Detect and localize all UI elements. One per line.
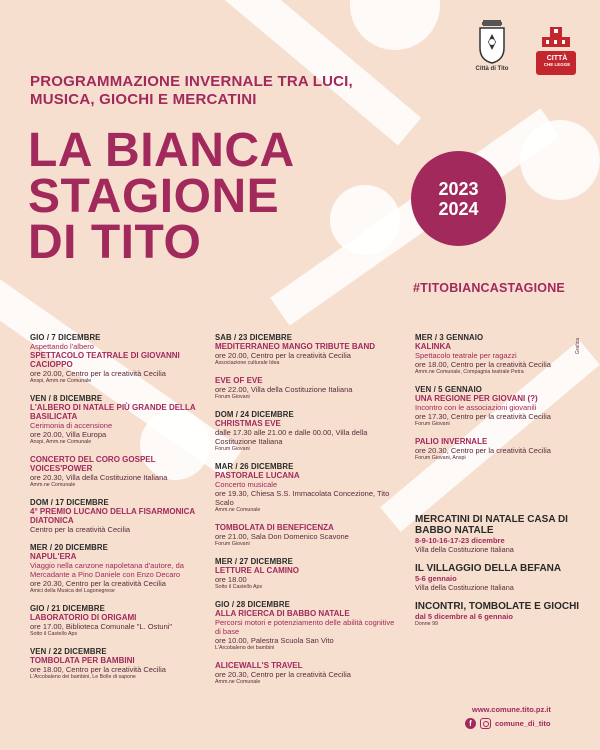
event-item — [415, 385, 585, 428]
subtitle — [30, 73, 360, 109]
social-links — [465, 718, 550, 729]
event-location: ore 19.30, Chiesa S.S. Immacolata Concezione, Tito Scalo — [215, 489, 390, 507]
page-title — [28, 124, 358, 269]
market-title: INCONTRI, TOMBOLATE E GIOCHI — [415, 601, 580, 612]
event-organizer: Anspi, Amm.ne Comunale — [30, 439, 92, 445]
citta-logo-line-2: CHE LEGGE — [543, 62, 571, 67]
event-location: ore 20.30, Centro per la creatività Cecilia — [30, 579, 166, 588]
event-title: MEDITERRANEO MANGO TRIBUTE BAND — [215, 342, 375, 351]
market-organizer: Donne 99 — [415, 621, 438, 627]
market-location: Villa della Costituzione Italiana — [415, 545, 514, 554]
event-item — [30, 647, 210, 681]
subtitle-line-2: MUSICA, GIOCHI E MERCATINI — [30, 91, 257, 108]
city-crest — [470, 20, 514, 80]
bg-circle-top — [350, 0, 440, 50]
event-title: PASTORALE LUCANA — [215, 471, 300, 480]
event-title: LETTURE AL CAMINO — [215, 566, 299, 575]
event-title: LABORATORIO DI ORIGAMI — [30, 613, 137, 622]
event-title: TOMBOLATA PER BAMBINI — [30, 656, 135, 665]
event-location: ore 20.00, Villa Europa — [30, 430, 107, 439]
event-description: Incontro con le associazioni giovanili — [415, 403, 537, 412]
event-organizer: L'Arcobaleno dei bambini, Le Bolle di sapone — [30, 674, 136, 680]
event-item — [215, 600, 395, 652]
title-line-2: STAGIONE — [28, 170, 280, 223]
crest-icon — [477, 20, 507, 64]
event-location: ore 17.30, Centro per la creatività Cecilia — [415, 412, 551, 421]
title-line-3: DI TITO — [28, 216, 202, 269]
instagram-icon[interactable] — [480, 718, 491, 729]
event-organizer: Amm.ne Comunale — [215, 679, 261, 685]
event-date: MER / 3 GENNAIO — [415, 333, 484, 342]
event-date: GIO / 28 DICEMBRE — [215, 600, 290, 609]
event-item — [215, 661, 395, 686]
event-organizer: Forum Giovani, Anspi — [415, 455, 466, 461]
event-organizer: Forum Giovani — [415, 421, 450, 427]
market-title: IL VILLAGGIO DELLA BEFANA — [415, 563, 562, 574]
event-item — [30, 333, 210, 385]
market-item — [415, 601, 585, 628]
event-organizer: Forum Giovani — [215, 541, 250, 547]
event-item — [215, 376, 395, 401]
event-location: ore 20.00, Centro per la creatività Cecilia — [215, 351, 351, 360]
event-item — [30, 498, 210, 534]
event-title: 4° PREMIO LUCANO DELLA FISARMONICA DIATONICA — [30, 507, 195, 525]
event-title: CHRISTMAS EVE — [215, 419, 281, 428]
event-location: ore 17.00, Biblioteca Comunale "L. Ostuni" — [30, 622, 173, 631]
event-title: ALICEWALL'S TRAVEL — [215, 661, 303, 670]
event-date: GIO / 21 DICEMBRE — [30, 604, 105, 613]
event-date: GIO / 7 DICEMBRE — [30, 333, 101, 342]
year-start: 2023 — [438, 178, 479, 199]
event-location: dalle 17.30 alle 21.00 e dalle 00.00, Villa della Costituzione Italiana — [215, 428, 368, 446]
event-title: CONCERTO DEL CORO GOSPEL VOICES'POWER — [30, 455, 156, 473]
year-end: 2024 — [438, 198, 479, 219]
event-date: MAR / 26 DICEMBRE — [215, 462, 294, 471]
event-organizer: Sotto il Castello Aps — [30, 631, 78, 637]
subtitle-line-1: PROGRAMMAZIONE INVERNALE TRA LUCI, — [30, 73, 353, 90]
event-location: ore 10.00, Palestra Scuola San Vito — [215, 636, 334, 645]
event-item — [30, 543, 210, 595]
hashtag: #TITOBIANCASTAGIONE — [413, 281, 565, 295]
event-location: Centro per la creatività Cecilia — [30, 525, 131, 534]
market-item — [415, 514, 585, 554]
bg-circle-right — [520, 120, 600, 200]
event-title: PALIO INVERNALE — [415, 437, 488, 446]
book-city-icon — [536, 27, 576, 77]
event-date: DOM / 17 DICEMBRE — [30, 498, 109, 507]
event-organizer: L'Arcobaleno dei bambini — [215, 645, 275, 651]
event-location: ore 21.00, Sala Don Domenico Scavone — [215, 532, 349, 541]
events-column-1 — [30, 333, 210, 690]
event-date: MER / 20 DICEMBRE — [30, 543, 108, 552]
event-date: SAB / 23 DICEMBRE — [215, 333, 293, 342]
event-title: UNA REGIONE PER GIOVANI (?) — [415, 394, 538, 403]
event-item — [30, 604, 210, 638]
website-link[interactable]: www.comune.tito.pz.it — [472, 705, 551, 714]
event-title: NAPUL'ERA — [30, 552, 77, 561]
event-location: ore 20.00, Centro per la creatività Cecilia — [30, 369, 166, 378]
event-item — [30, 455, 210, 489]
event-title: TOMBOLATA DI BENEFICENZA — [215, 523, 334, 532]
event-date: VEN / 5 GENNAIO — [415, 385, 482, 394]
market-location: Villa della Costituzione Italiana — [415, 583, 514, 592]
event-description: Aspettando l'albero — [30, 342, 94, 351]
event-location: ore 18.00, Centro per la creatività Cecilia — [30, 665, 166, 674]
event-item — [215, 557, 395, 591]
title-line-1: LA BIANCA — [28, 124, 295, 177]
design-credit: Grafica — [575, 338, 581, 355]
citta-che-legge-logo — [536, 27, 576, 77]
event-description: Concerto musicale — [215, 480, 278, 489]
markets-section — [415, 514, 585, 637]
event-title: ALLA RICERCA DI BABBO NATALE — [215, 609, 350, 618]
events-column-3 — [415, 333, 585, 471]
event-organizer: Sotto il Castello Aps — [215, 584, 263, 590]
events-column-2 — [215, 333, 395, 695]
event-organizer: Amici della Musica del Lagonegrese — [30, 588, 115, 594]
event-date: VEN / 22 DICEMBRE — [30, 647, 107, 656]
facebook-icon[interactable]: f — [465, 718, 476, 729]
event-organizer: Amm.ne Comunale — [30, 482, 76, 488]
event-organizer: Forum Giovani — [215, 446, 250, 452]
market-item — [415, 563, 585, 592]
event-title: EVE OF EVE — [215, 376, 263, 385]
event-description: Percorsi motori e potenziamento delle abilità cognitive di base — [215, 618, 395, 636]
citta-logo-line-1: CITTÀ — [546, 55, 568, 62]
market-title: MERCATINI DI NATALE CASA DI BABBO NATALE — [415, 514, 568, 536]
event-organizer: Amm.ne Comunale, Compagnia teatrale Petra — [415, 369, 524, 375]
social-handle[interactable]: comune_di_tito — [495, 719, 551, 728]
event-location: ore 18.00, Centro per la creatività Cecilia — [415, 360, 551, 369]
event-title: SPETTACOLO TEATRALE DI GIOVANNI CACIOPPO — [30, 351, 180, 369]
event-description: Spettacolo teatrale per ragazzi — [415, 351, 517, 360]
market-date: 5-6 gennaio — [415, 574, 457, 583]
year-badge — [411, 151, 506, 246]
market-date: 8-9-10-16-17-23 dicembre — [415, 536, 505, 545]
event-date: MER / 27 DICEMBRE — [215, 557, 293, 566]
event-description: Viaggio nella canzone napoletana d'autore, da Mercadante a Pino Daniele con Enzo Decaro — [30, 561, 184, 579]
event-item — [215, 462, 395, 514]
event-organizer: Amm.ne Comunale — [215, 507, 261, 513]
event-date: VEN / 8 DICEMBRE — [30, 394, 103, 403]
event-item — [30, 394, 210, 446]
event-location: ore 20.30, Centro per la creatività Cecilia — [215, 670, 351, 679]
event-item — [215, 333, 395, 367]
market-date: dal 5 dicembre al 6 gennaio — [415, 612, 513, 621]
event-date: DOM / 24 DICEMBRE — [215, 410, 294, 419]
event-organizer: Forum Giovani — [215, 394, 250, 400]
event-title: L'ALBERO DI NATALE PIÙ GRANDE DELLA BASILICATA — [30, 403, 196, 421]
crest-caption: Città di Tito — [475, 66, 509, 72]
event-location: ore 18.00 — [215, 575, 247, 584]
event-item — [415, 437, 585, 462]
event-location: ore 20.30, Villa della Costituzione Italiana — [30, 473, 168, 482]
event-organizer: Anspi, Amm.ne Comunale — [30, 378, 92, 384]
event-location: ore 20.30, Centro per la creatività Cecilia — [415, 446, 551, 455]
event-description: Cerimonia di accensione — [30, 421, 113, 430]
event-item — [415, 333, 585, 376]
event-item — [215, 523, 395, 548]
event-location: ore 22.00, Villa della Costituzione Italiana — [215, 385, 353, 394]
event-item — [215, 410, 395, 453]
event-title: KALINKA — [415, 342, 451, 351]
event-organizer: Associazione culturale Idea — [215, 360, 280, 366]
